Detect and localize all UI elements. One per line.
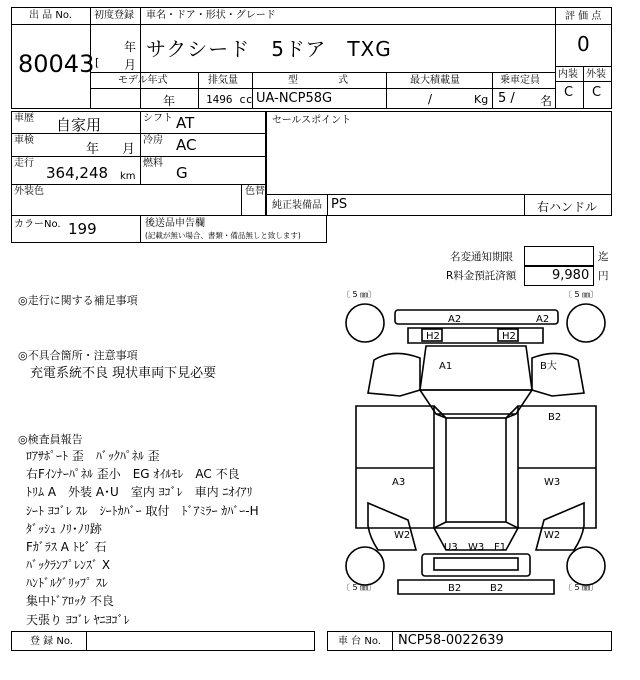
driving-notes-heading: ◎走行に関する補足事項 (18, 294, 138, 307)
later-docs-label: 後送品申告欄 (145, 218, 205, 229)
interior-grade: C (564, 85, 574, 100)
mileage-label: 走行 (14, 158, 34, 169)
inspector-line: ｼｰﾄ ﾖｺﾞﾚ ｽﾚ ｼｰﾄｶﾊﾞｰ 取付 ﾄﾞｱﾐﾗｰ ｶﾊﾞｰ-H (26, 504, 259, 518)
roof (446, 418, 506, 522)
chassis-number: NCP58-0022639 (398, 633, 504, 648)
inspector-line: ﾊﾞｯｸﾗﾝﾌﾟﾚﾝｽﾞ X (26, 558, 111, 572)
damage-mark: W3 (544, 477, 561, 488)
reg-no-label: 登 録 No. (30, 636, 73, 647)
model-label: 車名・ドア・形状・グレード (146, 10, 276, 21)
chassis-label: 車 台 No. (338, 636, 381, 647)
damage-mark: H2 (426, 331, 440, 342)
damage-mark: W3 (468, 542, 485, 553)
front-bumper (395, 310, 558, 324)
defects-text: 充電系統不良 現状車両下見必要 (30, 366, 217, 381)
ac: AC (176, 136, 197, 154)
damage-mark: A1 (439, 361, 453, 372)
inspector-line: 右Fｲﾝﾅｰﾊﾟﾈﾙ 歪小 EG ｵｲﾙﾓﾚ AC 不良 (26, 467, 240, 481)
car-damage-diagram (338, 288, 612, 626)
left-body-side (368, 353, 420, 396)
inspector-line: ﾛｱｻﾎﾟｰﾄ 歪 ﾊﾞｯｸﾊﾟﾈﾙ 歪 (26, 449, 160, 463)
damage-mark: A2 (448, 314, 462, 325)
displacement: 1496 cc (206, 93, 253, 106)
lot-no-label: 出 品 No. (29, 10, 72, 21)
damage-mark: B大 (540, 361, 557, 372)
capacity-label: 乗車定員 (500, 75, 540, 86)
equipment: PS (331, 197, 348, 212)
shift: AT (176, 114, 195, 132)
type-label: 型 式 (288, 75, 348, 86)
capacity-unit: 名 (540, 94, 553, 108)
model-year-label: モデル年式 (118, 75, 168, 86)
rear-right-quarter (536, 503, 584, 550)
damage-mark: A2 (536, 314, 550, 325)
tire-rear-right (567, 547, 605, 585)
recycle-label: R料金預託済額 (446, 270, 517, 282)
history-label: 車歴 (14, 113, 34, 124)
damage-mark: F1 (494, 542, 507, 553)
rear-bumper (398, 580, 554, 594)
later-docs-note: (記載が無い場合、書類・備品無しと致します) (145, 231, 301, 240)
fuel-label: 燃料 (143, 158, 163, 169)
first-reg-year-unit: 年 (124, 40, 137, 54)
max-load-unit: Kg (474, 93, 489, 106)
history: 自家用 (56, 116, 102, 134)
tire-rear-left (346, 547, 384, 585)
rear-left-quarter (368, 503, 416, 550)
max-load-label: 最大積載量 (410, 75, 460, 86)
damage-mark: W2 (394, 530, 411, 541)
steering: 右ハンドル (537, 200, 598, 214)
rating-label: 評 価 点 (565, 11, 602, 22)
ac-label: 冷房 (143, 135, 163, 146)
damage-mark: A3 (392, 477, 406, 488)
color-no: 199 (68, 220, 97, 238)
lot-no: 80043 (18, 50, 95, 78)
inspector-heading: ◎検査員報告 (18, 433, 83, 446)
hood (420, 346, 532, 390)
first-reg-label: 初度登録 (94, 10, 134, 21)
interior-label: 内装 (558, 69, 578, 80)
shift-label: シフト (143, 113, 173, 124)
inspector-line: Fｶﾞﾗｽ A ﾄﾋﾞ 石 (26, 540, 107, 554)
displacement-label: 排気量 (208, 75, 238, 86)
tire-front-right (567, 304, 605, 342)
damage-mark: B2 (448, 583, 462, 594)
tire-size-label: 〔 5 ㎜〕 (564, 583, 599, 592)
inspector-line: ﾄﾘﾑ A 外装 A･U 室内 ﾖｺﾞﾚ 車内 ﾆｵｲｱﾘ (26, 485, 253, 499)
rating-value: 0 (577, 32, 590, 56)
rear-plate (434, 558, 518, 570)
color-no-label: カラーNo. (14, 219, 61, 230)
damage-mark: U3 (444, 542, 458, 553)
damage-mark: B2 (548, 412, 562, 423)
damage-mark: H2 (502, 331, 516, 342)
sales-point-label: セールスポイント (272, 115, 352, 126)
month-bracket: [ (95, 56, 100, 69)
inspection-year: 年 (86, 142, 100, 157)
damage-mark: B2 (490, 583, 504, 594)
mileage-unit: km (120, 171, 136, 182)
name-change-unit: 迄 (598, 251, 609, 263)
tire-size-label: 〔 5 ㎜〕 (564, 290, 599, 299)
inspector-line: ﾊﾝﾄﾞﾙｸﾞﾘｯﾌﾟ ｽﾚ (26, 576, 108, 590)
equipment-label: 純正装備品 (272, 200, 322, 211)
tire-size-label: 〔 5 ㎜〕 (342, 583, 377, 592)
name-change-box (524, 246, 594, 266)
tire-size-label: 〔 5 ㎜〕 (342, 290, 377, 299)
tire-front-left (346, 304, 384, 342)
first-reg-month-unit: 月 (124, 58, 137, 72)
inspection-month: 月 (122, 142, 136, 157)
model-name: サクシード 5ドア TXG (146, 37, 392, 61)
inspection-label: 車検 (14, 135, 34, 146)
fuel: G (176, 164, 188, 182)
capacity: 5 / (498, 91, 515, 106)
model-year-unit: 年 (163, 94, 176, 108)
damage-mark: W2 (544, 530, 561, 541)
defects-heading: ◎不具合箇所・注意事項 (18, 349, 138, 362)
vehicle-type: UA-NCP58G (256, 91, 333, 106)
exterior-grade: C (592, 85, 602, 100)
inspector-line: 天張り ﾖｺﾞﾚ ﾔﾆﾖｺﾞﾚ (26, 613, 130, 627)
mileage: 364,248 (46, 164, 109, 182)
inspector-line: 集中ﾄﾞｱﾛｯｸ 不良 (26, 594, 114, 608)
exterior-color-label: 外装色 (14, 186, 44, 197)
recycle-amount: 9,980 (552, 268, 590, 283)
max-load-sep: / (428, 92, 433, 106)
right-body-side (532, 353, 584, 396)
exterior-label: 外装 (586, 69, 606, 80)
windshield (420, 390, 532, 414)
recycle-unit: 円 (598, 270, 609, 282)
color-change-label: 色替 (245, 186, 265, 197)
inspector-line: ﾀﾞｯｼｭ ﾉﾘ･ﾉﾘ跡 (26, 522, 102, 536)
name-change-label: 名変通知期限 (450, 251, 513, 263)
exterior-color-box (11, 184, 266, 216)
